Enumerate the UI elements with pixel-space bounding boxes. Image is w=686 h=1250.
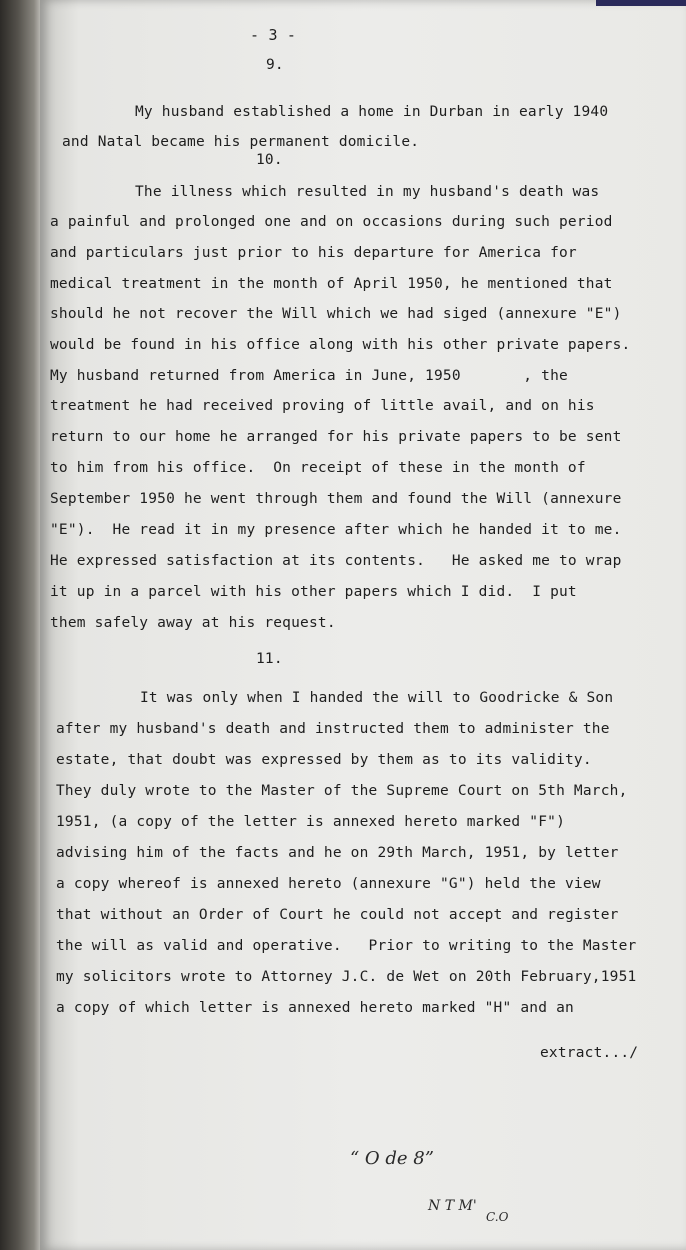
body-line: them safely away at his request.: [50, 615, 336, 631]
body-line: 1951, (a copy of the letter is annexed hereto marked "F"): [56, 814, 565, 830]
body-line: a copy of which letter is annexed hereto marked "H" and an: [56, 1000, 574, 1016]
body-line: after my husband's death and instructed them to administer the: [56, 721, 610, 737]
body-line: return to our home he arranged for his private papers to be sent: [50, 429, 622, 445]
body-line: They duly wrote to the Master of the Supreme Court on 5th March,: [56, 783, 628, 799]
section-number-10: 10.: [256, 152, 283, 168]
body-line: a copy whereof is annexed hereto (annexure "G") held the view: [56, 876, 601, 892]
body-line: My husband established a home in Durban in early 1940: [135, 104, 609, 120]
handwritten-initials-suffix: C.O: [486, 1210, 509, 1224]
body-line: estate, that doubt was expressed by them as to its validity.: [56, 752, 592, 768]
catchword: extract.../: [540, 1045, 639, 1061]
body-line: "E"). He read it in my presence after which he handed it to me.: [50, 522, 622, 538]
body-line: My husband returned from America in June, 1950 , the: [50, 368, 568, 384]
body-line: treatment he had received proving of little avail, and on his: [50, 398, 595, 414]
body-line: and Natal became his permanent domicile.: [62, 134, 420, 150]
section-number-11: 11.: [256, 651, 283, 667]
book-binding: [0, 0, 40, 1250]
body-line: that without an Order of Court he could not accept and register: [56, 907, 619, 923]
body-line: a painful and prolonged one and on occasions during such period: [50, 214, 613, 230]
body-line: He expressed satisfaction at its contents. He asked me to wrap: [50, 553, 622, 569]
page-number: - 3 -: [250, 26, 297, 44]
body-line: It was only when I handed the will to Goodricke & Son: [140, 690, 614, 706]
section-number-9: 9.: [266, 57, 284, 73]
top-edge-tab: [596, 0, 686, 6]
body-line: advising him of the facts and he on 29th March, 1951, by letter: [56, 845, 619, 861]
handwritten-note: “ O de 8”: [350, 1148, 434, 1169]
body-line: the will as valid and operative. Prior to writing to the Master: [56, 938, 637, 954]
body-line: The illness which resulted in my husband's death was: [135, 184, 600, 200]
body-line: September 1950 he went through them and found the Will (annexure: [50, 491, 622, 507]
body-line: would be found in his office along with his other private papers.: [50, 337, 631, 353]
body-line: and particulars just prior to his departure for America for: [50, 245, 577, 261]
body-line: medical treatment in the month of April 1950, he mentioned that: [50, 276, 613, 292]
document-page: [40, 0, 686, 1250]
body-line: should he not recover the Will which we had siged (annexure "E"): [50, 306, 622, 322]
body-line: to him from his office. On receipt of these in the month of: [50, 460, 586, 476]
body-line: it up in a parcel with his other papers which I did. I put: [50, 584, 577, 600]
body-line: my solicitors wrote to Attorney J.C. de Wet on 20th February,1951: [56, 969, 637, 985]
handwritten-initials: N T M': [428, 1198, 477, 1214]
